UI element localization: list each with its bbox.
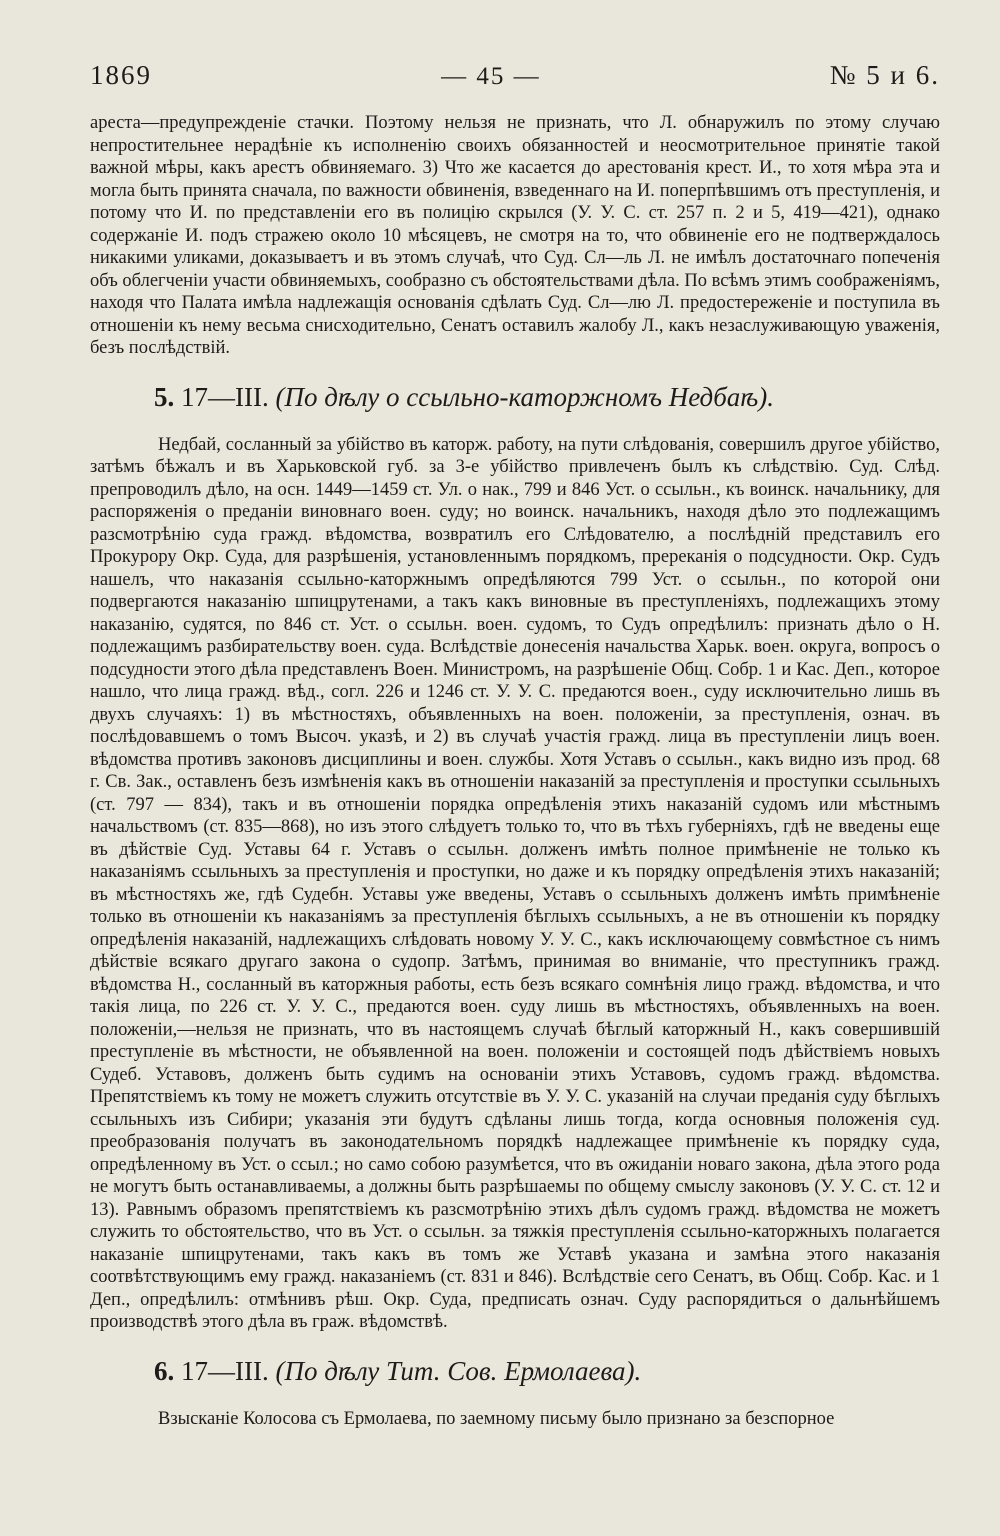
header-issue-number: № 5 и 6. — [829, 60, 940, 90]
section-5-case: (По дѣлу о ссыльно-каторжномъ Недбаѣ). — [275, 381, 775, 412]
continuation-paragraph: ареста—предупрежденіе стачки. Поэтому нельзя не признать, что Л. обнаружилъ по этому случаю непростительнее нерадѣніе къ исполненію своихъ обязанностей и неосмотрительное принятіе такой важной мѣры, какъ арестъ обвиняемаго. 3) Что же касается до арестованія крест. И., то хотя мѣра эта и могла быть принята сначала, по важности обвиненія, взведеннаго на И. поперпѣвшимъ отъ преступленія, и потому что И. по представленіи его въ полицію скрылся (У. У. С. ст. 257 п. 2 и 5, 419—421), однако содержаніе И. подъ стражею около 10 мѣсяцевъ, не смотря на то, что обвиненіе его не подтверждалось никакими уликами, доказываетъ и въ этомъ случаѣ, что Суд. Сл—ль Л. не имѣлъ достаточнаго попеченія объ облегченіи участи обвиняемыхъ, сообразно съ обстоятельствами дѣла. По всѣмъ этимъ соображеніямъ, находя что Палата имѣла надлежащія основанія сдѣлать Суд. Сл—лю Л. предостереженіе и поступила въ отношеніи къ нему весьма снисходительно, Сенатъ оставилъ жалобу Л., какъ незаслуживающую уваженія, безъ послѣдствій. — [90, 113, 940, 358]
section-5-date: 17—III. — [181, 381, 269, 412]
section-6-paragraph: Взысканіе Колосова съ Ермолаева, по заемному письму было признано за безспорное — [158, 1408, 835, 1429]
section-6-case: (По дѣлу Тит. Сов. Ермолаева). — [275, 1355, 642, 1386]
section-6-date: 17—III. — [181, 1355, 269, 1386]
section-5-title — [154, 380, 940, 414]
page-header — [90, 60, 940, 112]
section-6-title — [154, 1354, 940, 1388]
header-year: 1869 — [90, 60, 152, 90]
header-page-number: — 45 — — [441, 63, 541, 90]
section-5-paragraph: Недбай, сосланный за убійство въ каторж. работу, на пути слѣдованія, совершилъ другое убійство, затѣмъ бѣжалъ и въ Харьковской губ. за 3-е убійство привлеченъ былъ къ слѣдствію. Суд. Слѣд. препроводилъ дѣло, на осн. 1449—1459 ст. Ул. о нак., 799 и 846 Уст. о ссыльн., къ воинск. начальнику, для распоряженія о преданіи виновнаго воен. суду; но воинск. начальникъ, находя дѣло это подлежащимъ разсмотрѣнію суда гражд. вѣдомства, возвратилъ его Слѣдователю, а послѣдній представилъ его Прокурору Окр. Суда, для разрѣшенія, установленнымъ порядкомъ, пререканія о подсудности. Окр. Судъ нашелъ, что наказанія ссыльно-каторжнымъ опредѣляются 799 Уст. о ссыльн., по которой они подвергаются наказанію шпицрутенами, а такъ какъ виновные въ преступленіяхъ, подлежащихъ этому наказанію, судятся, по 846 ст. Уст. о ссыльн. воен. судомъ, то Судъ опредѣлилъ: признать дѣло о Н. подлежащимъ разбирательству воен. суда. Вслѣдствіе донесенія начальства Харьк. воен. округа, вопросъ о подсудности этого дѣла представленъ Воен. Министромъ, на разрѣшеніе Общ. Собр. 1 и Кас. Деп., которое нашло, что лица гражд. вѣд., согл. 226 и 1246 ст. У. У. С. предаются воен., суду исключительно лишь въ двухъ случаяхъ: 1) въ мѣстностяхъ, объявленныхъ на воен. положеніи, за преступленія, означ. въ послѣдовавшемъ о томъ Высоч. указѣ, и 2) въ случаѣ участія гражд. лица въ преступленіи лицъ воен. вѣдомства противъ законовъ дисциплины и воен. службы. Хотя Уставъ о ссыльн., какъ видно изъ прод. 68 г. Св. Зак., оставленъ безъ измѣненія какъ въ отношеніи наказаній за преступленія и проступки ссыльныхъ (ст. 797 — 834), такъ и въ отношеніи порядка опредѣленія этихъ наказаній судомъ или мѣстнымъ начальствомъ (ст. 835—868), но изъ этого слѣдуетъ только то, что въ тѣхъ губерніяхъ, гдѣ не введены еще въ дѣйствіе Суд. Уставы 64 г. Уставъ о ссыльн. долженъ имѣть полное примѣненіе не только къ наказаніямъ ссыльныхъ за преступленія и проступки, но даже и къ порядку опредѣленія этихъ наказаній; въ мѣстностяхъ же, гдѣ Судебн. Уставы уже введены, Уставъ о ссыльныхъ долженъ имѣть примѣненіе только въ отношеніи къ наказаніямъ за преступленія бѣглыхъ ссыльныхъ, а не въ отношеніи къ порядку опредѣленія наказаній, надлежащихъ слѣдовать новому У. У. С., какъ исключающему совмѣстное съ нимъ дѣйствіе всякаго другаго закона о судопр. Затѣмъ, принимая во вниманіе, что преступникъ гражд. вѣдомства Н., сосланный въ каторжныя работы, есть безъ всякаго сомнѣнія лицо гражд. вѣдомства, и что такія лица, по 226 ст. У. У. С., предаются воен. суду лишь въ мѣстностяхъ, объявленныхъ на воен. положеніи,—нельзя не признать, что въ настоящемъ случаѣ бѣглый каторжный Н., какъ совершившій преступленіе въ мѣстности, не объявленной на воен. положеніи и состоящей подъ дѣйствіемъ новыхъ Судеб. Уставовъ, долженъ быть судимъ на основаніи этихъ Уставовъ, судомъ гражд. вѣдомства. Препятствіемъ къ тому не можетъ служить отсутствіе въ У. У. С. указаній на случаи преданія суду бѣглыхъ ссыльныхъ изъ Сибири; указанія эти будутъ сдѣланы лишь тогда, когда основныя положенія суд. преобразованія получатъ въ законодательномъ порядкѣ надлежащее примѣненіе къ порядку суда, опредѣленному въ Уст. о ссыл.; но само собою разумѣется, что въ ожиданіи новаго закона, дѣла этого рода не могутъ быть останавливаемы, а должны быть разрѣшаемы по общему смыслу законовъ (У. У. С. ст. 12 и 13). Равнымъ образомъ препятствіемъ къ разсмотрѣнію этихъ дѣлъ судомъ гражд. вѣдомства не можетъ служить то обстоятельство, что въ Уст. о ссыльн. за тяжкія преступленія ссыльно-каторжныхъ полагается наказаніе шпицрутенами, такъ какъ въ томъ же Уставѣ указана и замѣна этого наказанія соотвѣтствующимъ ему гражд. наказаніемъ (ст. 831 и 846). Вслѣдствіе сего Сенатъ, въ Общ. Собр. Кас. и 1 Деп., опредѣлилъ: отмѣнивъ рѣш. Окр. Суда, предписать означ. Суду распорядиться о дальнѣйшемъ производствѣ этого дѣла въ граж. вѣдомствѣ. — [90, 434, 940, 1332]
section-6-number: 6. — [154, 1355, 175, 1386]
section-5-number: 5. — [154, 381, 175, 412]
